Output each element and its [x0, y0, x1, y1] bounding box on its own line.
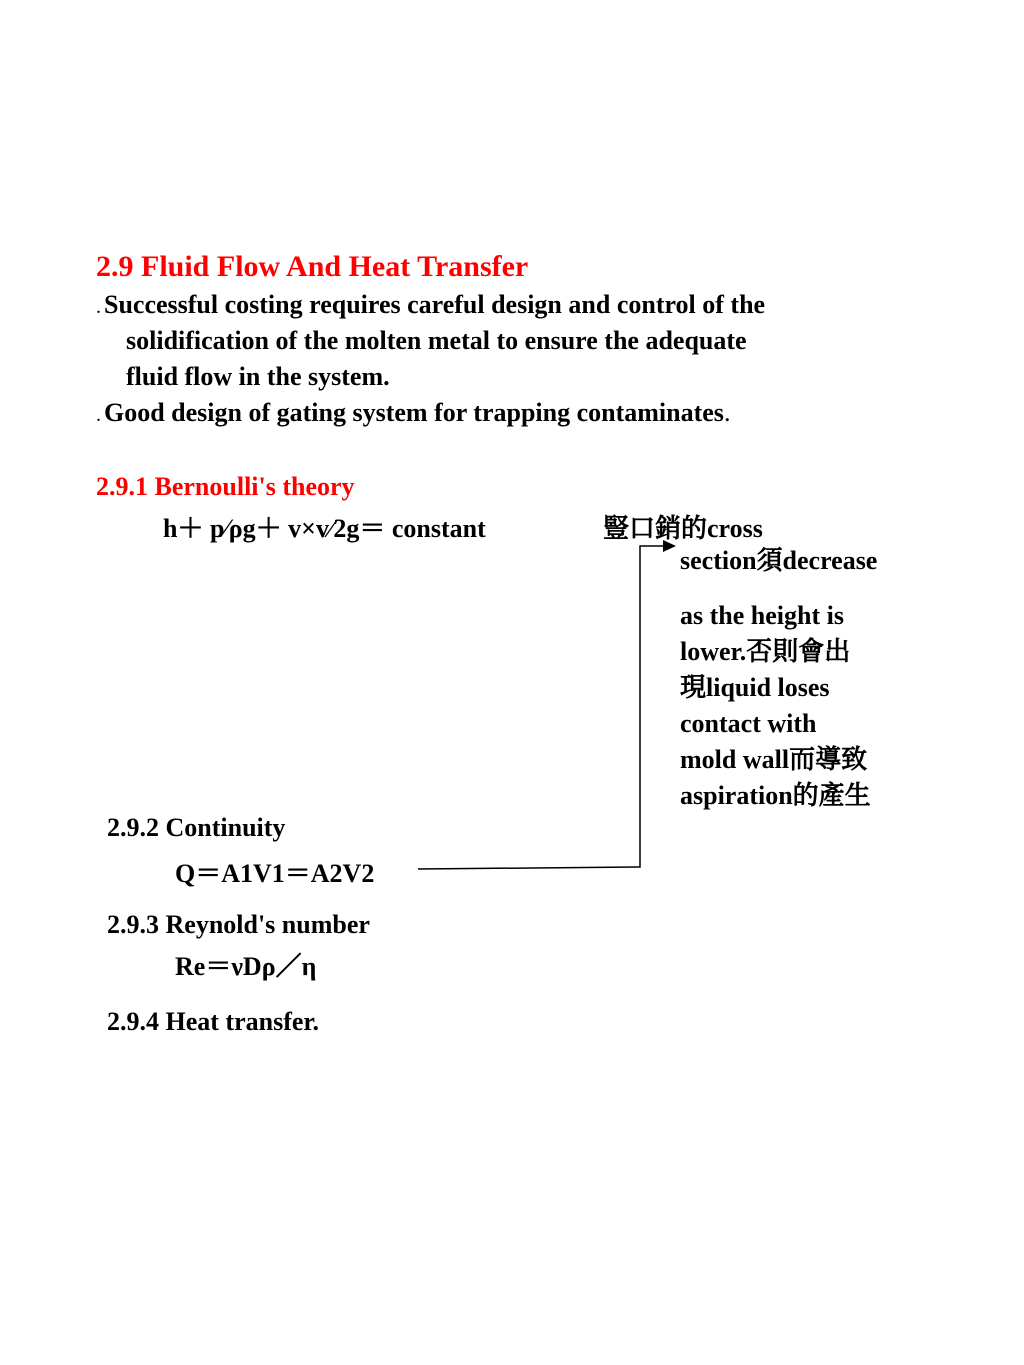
note-line-7: mold wall而導致	[680, 745, 868, 774]
bullet-1-line-3: fluid flow in the system.	[126, 362, 390, 391]
arrow-head	[663, 540, 676, 552]
connector-line	[418, 546, 665, 869]
note-line-2: section須decrease	[680, 546, 878, 575]
continuity-equation: Q＝A1V1＝A2V2	[175, 859, 375, 888]
bernoulli-title: 2.9.1 Bernoulli's theory	[96, 472, 355, 501]
note-line-4: lower.否則會出	[680, 637, 851, 666]
note-line-3: as the height is	[680, 601, 844, 630]
note-line-8: aspiration的產生	[680, 781, 871, 810]
bullet-2-period: .	[723, 398, 731, 427]
note-line-6: contact with	[680, 709, 817, 738]
bernoulli-equation: h＋ p⁄ρg＋ v×v⁄2g＝ constant	[163, 514, 486, 543]
heat-transfer-title: 2.9.4 Heat transfer.	[107, 1007, 320, 1036]
note-line-5: 現liquid loses	[680, 673, 830, 702]
bullet-1-text-line-1: Successful costing requires careful design and control of the	[104, 290, 766, 319]
note-line-1: 豎口銷的cross	[603, 514, 763, 543]
reynolds-equation: Re＝νDρ／η	[175, 952, 317, 981]
bullet-marker: .	[96, 404, 101, 426]
bullet-2-text: Good design of gating system for trapping contaminates	[104, 398, 724, 427]
section-title: 2.9 Fluid Flow And Heat Transfer	[96, 250, 529, 283]
reynolds-title: 2.9.3 Reynold's number	[107, 910, 370, 939]
bullet-marker: .	[96, 296, 101, 318]
bullet-1-line-2: solidification of the molten metal to ensure the adequate	[126, 326, 747, 355]
continuity-title: 2.9.2 Continuity	[107, 813, 286, 842]
